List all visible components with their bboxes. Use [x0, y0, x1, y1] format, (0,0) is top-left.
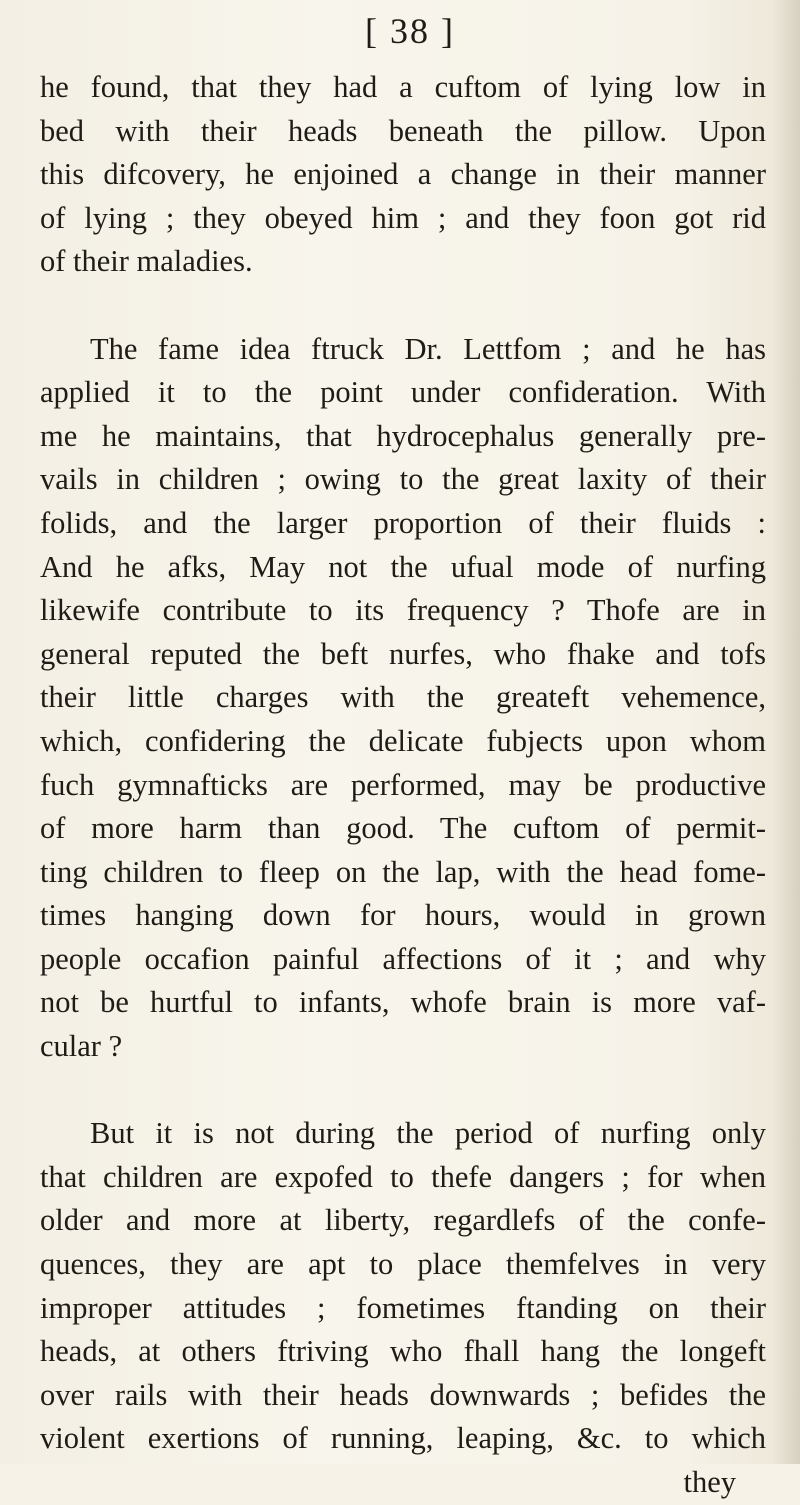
text-line: not be hurtful to infants, whofe brain is more vaf-: [40, 985, 766, 1020]
text-line: applied it to the point under confideration. With: [40, 375, 766, 410]
paragraph-2: [40, 328, 766, 1069]
text-line: me he maintains, that hydrocephalus generally pre-: [40, 418, 766, 453]
text-line: fuch gymnafticks are performed, may be productive: [40, 767, 766, 802]
text-line: ting children to fleep on the lap, with the head fome-: [40, 854, 766, 889]
text-line: of lying ; they obeyed him ; and they foon got rid: [40, 200, 766, 235]
text-line: quences, they are apt to place themfelves in very: [40, 1247, 766, 1282]
text-line: But it is not during the period of nurfing only: [90, 1116, 766, 1151]
text-line: violent exertions of running, leaping, &c. to which: [40, 1421, 766, 1456]
text-line: bed with their heads beneath the pillow. Upon: [40, 113, 766, 148]
text-line: heads, at others ftriving who fhall hang the longeft: [40, 1334, 766, 1369]
text-line: times hanging down for hours, would in grown: [40, 898, 766, 933]
text-line: of their maladies.: [40, 244, 253, 279]
paragraph-1: [40, 66, 766, 284]
text-line: vails in children ; owing to the great laxity of their: [40, 462, 766, 497]
text-line: of more harm than good. The cuftom of permit-: [40, 811, 766, 846]
text-line: their little charges with the greateft vehemence,: [40, 680, 766, 715]
text-line: general reputed the beft nurfes, who fhake and tofs: [40, 636, 766, 671]
text-line: folids, and the larger proportion of their fluids :: [40, 505, 766, 540]
text-line: over rails with their heads downwards ; befides the: [40, 1377, 766, 1412]
text-line: this difcovery, he enjoined a change in their manner: [40, 157, 766, 192]
page-number: [ 38 ]: [365, 11, 455, 51]
body-text: [40, 66, 766, 1505]
text-line: people occafion painful affections of it ; and why: [40, 941, 766, 976]
text-line: which, confidering the delicate fubjects upon whom: [40, 723, 766, 758]
text-line: improper attitudes ; fometimes ftanding on their: [40, 1290, 766, 1325]
text-line: older and more at liberty, regardlefs of the confe-: [40, 1203, 766, 1238]
text-line: cular ?: [40, 1029, 123, 1064]
text-line: that children are expofed to thefe dangers ; for when: [40, 1159, 766, 1194]
page-edge-shadow: [772, 0, 800, 1464]
paragraph-3: [40, 1112, 766, 1461]
text-line: he found, that they had a cuftom of lying low in: [40, 70, 766, 104]
text-line: And he afks, May not the ufual mode of nurfing: [40, 549, 766, 584]
text-line: likewife contribute to its frequency ? Thofe are in: [40, 593, 766, 628]
catchword: they: [683, 1465, 736, 1499]
text-line: The fame idea ftruck Dr. Lettfom ; and he has: [90, 331, 766, 366]
